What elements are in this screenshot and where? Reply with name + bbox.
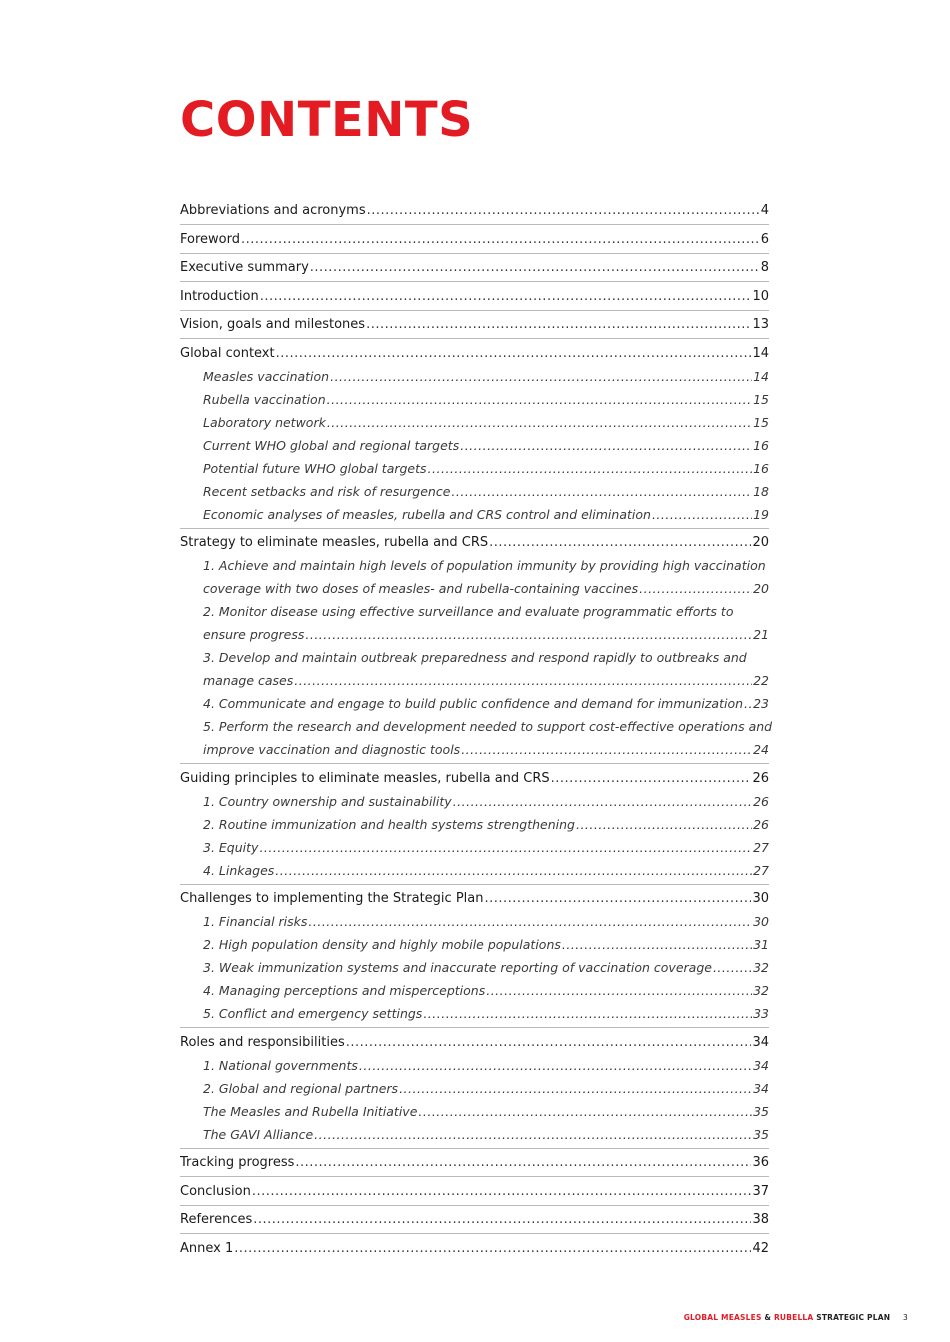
section-divider — [180, 763, 769, 764]
toc-page-number: 4 — [760, 203, 769, 218]
dot-leader — [562, 933, 752, 956]
dot-leader — [453, 790, 752, 813]
toc-subentry[interactable] — [180, 1123, 769, 1146]
section-divider — [180, 1148, 769, 1149]
toc-subentry[interactable] — [180, 956, 769, 979]
section-divider — [180, 338, 769, 339]
toc-page-number: 20 — [752, 535, 769, 550]
toc-section-entry[interactable] — [180, 285, 769, 308]
toc-page-number: 15 — [753, 414, 769, 430]
dot-leader — [484, 887, 751, 910]
dot-leader — [428, 457, 753, 480]
toc-subentry-label: 5. Conflict and emergency settings — [203, 1006, 423, 1021]
dot-leader — [418, 1100, 752, 1123]
toc-page-number: 19 — [753, 506, 769, 522]
toc-page-number: 13 — [752, 317, 769, 332]
toc-section-label: Tracking progress — [180, 1155, 295, 1170]
dot-leader — [399, 1077, 752, 1100]
toc-subentry-label: Rubella vaccination — [203, 391, 326, 407]
toc-page-number: 34 — [752, 1034, 769, 1050]
dot-leader — [259, 836, 752, 859]
toc-subentry-label: 1. National governments — [203, 1057, 358, 1073]
toc-section-label: Executive summary — [180, 260, 309, 275]
toc-page-number: 38 — [752, 1212, 769, 1227]
toc-subentry[interactable] — [180, 859, 769, 882]
section-divider — [180, 1176, 769, 1177]
toc-subentry[interactable] — [180, 503, 769, 526]
toc-section-entry[interactable] — [180, 1237, 769, 1260]
footer-title-plan: STRATEGIC PLAN — [816, 1313, 891, 1322]
toc-section-label: Guiding principles to eliminate measles, rubella and CRS — [180, 770, 550, 786]
dot-leader — [489, 531, 751, 554]
dot-leader — [451, 480, 752, 503]
toc-page-number: 22 — [753, 673, 769, 688]
toc-subentry-label: Economic analyses of measles, rubella and CRS control and elimination — [203, 506, 651, 522]
toc-section-label: References — [180, 1212, 253, 1227]
dot-leader — [327, 388, 752, 411]
toc-section-entry[interactable] — [180, 887, 769, 910]
toc-section-entry[interactable] — [180, 199, 769, 222]
toc-subentry-label: 3. Weak immunization systems and inaccurate reporting of vaccination coverage — [203, 960, 712, 975]
toc-page-number: 27 — [753, 839, 769, 855]
toc-section-entry[interactable] — [180, 256, 769, 279]
dot-leader — [639, 577, 752, 600]
toc-page-number: 6 — [760, 231, 769, 247]
toc-subentry[interactable] — [180, 623, 769, 646]
dot-leader — [576, 813, 752, 836]
toc-page-number: 36 — [752, 1155, 769, 1170]
toc-section-label: Foreword — [180, 231, 240, 247]
section-divider — [180, 884, 769, 885]
toc-page-number: 15 — [753, 391, 769, 407]
toc-subentry-label: ensure progress — [203, 627, 305, 642]
dot-leader — [423, 1002, 752, 1025]
toc-section-label: Challenges to implementing the Strategic Plan — [180, 891, 484, 906]
section-divider — [180, 528, 769, 529]
toc-subentry[interactable] — [180, 1054, 769, 1077]
toc-page-number: 30 — [753, 914, 769, 929]
section-divider — [180, 1205, 769, 1206]
toc-subentry[interactable] — [180, 411, 769, 434]
toc-section-label: Vision, goals and milestones — [180, 317, 366, 332]
toc-subentry[interactable] — [180, 669, 769, 692]
toc-page-number: 35 — [753, 1103, 769, 1119]
toc-subentry-label: coverage with two doses of measles- and rubella-containing vaccines — [203, 581, 639, 596]
toc-section-entry[interactable] — [180, 342, 769, 365]
dot-leader — [346, 1031, 752, 1054]
toc-subentry[interactable] — [180, 836, 769, 859]
toc-section-entry[interactable] — [180, 1031, 769, 1054]
toc-section-entry[interactable] — [180, 1151, 769, 1174]
toc-subentry-label: 2. Global and regional partners — [203, 1080, 399, 1096]
section-divider — [180, 310, 769, 311]
toc-subentry-label-line1[interactable]: 5. Perform the research and development needed to support cost-effective operations and — [203, 719, 773, 734]
toc-page-number: 34 — [753, 1080, 769, 1096]
toc-subentry-label: 4. Linkages — [203, 862, 275, 878]
toc-subentry[interactable] — [180, 1100, 769, 1123]
toc-section-label: Global context — [180, 345, 275, 361]
toc-subentry[interactable] — [180, 910, 769, 933]
toc-page-number: 32 — [753, 983, 769, 998]
dot-leader — [744, 692, 752, 715]
toc-page-number: 26 — [752, 770, 769, 786]
dot-leader — [241, 228, 760, 251]
toc-subentry-label-line1[interactable]: 1. Achieve and maintain high levels of population immunity by providing high vaccination — [203, 558, 766, 573]
toc-subentry[interactable] — [180, 979, 769, 1002]
toc-page-number: 34 — [753, 1057, 769, 1073]
toc-subentry-label-line1[interactable]: 2. Monitor disease using effective surveillance and evaluate programmatic efforts to — [203, 604, 734, 619]
toc-section-label: Annex 1 — [180, 1240, 234, 1256]
section-divider — [180, 1233, 769, 1234]
toc-subentry-label: 1. Financial risks — [203, 914, 308, 929]
dot-leader — [260, 285, 752, 308]
dot-leader — [652, 503, 752, 526]
toc-subentry[interactable] — [180, 457, 769, 480]
toc-section-label: Conclusion — [180, 1183, 251, 1199]
toc-page-number: 26 — [753, 793, 769, 809]
dot-leader — [367, 199, 760, 222]
toc-page-number: 21 — [753, 627, 769, 642]
toc-page-number: 24 — [753, 742, 769, 757]
toc-subentry-label: 2. Routine immunization and health systems strengthening — [203, 816, 575, 832]
footer-title-rubella: RUBELLA — [773, 1313, 814, 1322]
footer-ampersand: & — [764, 1313, 772, 1322]
toc-subentry-label: Current WHO global and regional targets — [203, 437, 460, 453]
dot-leader — [314, 1123, 752, 1146]
toc-subentry[interactable] — [180, 1077, 769, 1100]
toc-subentry[interactable] — [180, 813, 769, 836]
dot-leader — [359, 1054, 752, 1077]
toc-page-number: 30 — [752, 891, 769, 906]
toc-subentry[interactable] — [180, 1002, 769, 1025]
toc-subentry-label: Measles vaccination — [203, 368, 330, 384]
toc-section-entry[interactable] — [180, 767, 769, 790]
dot-leader — [551, 767, 752, 790]
toc-page-number: 26 — [753, 816, 769, 832]
toc-page-number: 16 — [753, 460, 769, 476]
dot-leader — [294, 669, 752, 692]
toc-subentry-label: 4. Communicate and engage to build public confidence and demand for immunization — [203, 696, 744, 711]
toc-page-number: 31 — [753, 937, 769, 952]
toc-page-number: 32 — [753, 960, 769, 975]
toc-subentry-label: manage cases — [203, 673, 294, 688]
toc-section-label: Roles and responsibilities — [180, 1034, 345, 1050]
toc-subentry[interactable] — [180, 692, 769, 715]
toc-section-label: Introduction — [180, 288, 259, 304]
page-footer — [684, 1313, 908, 1322]
dot-leader — [253, 1208, 751, 1231]
toc-subentry-label: 2. High population density and highly mobile populations — [203, 937, 561, 952]
toc-page-number: 20 — [753, 581, 769, 596]
table-of-contents — [180, 199, 773, 1260]
toc-subentry-label: The GAVI Alliance — [203, 1126, 314, 1142]
toc-subentry-label: The Measles and Rubella Initiative — [203, 1103, 418, 1119]
dot-leader — [366, 313, 751, 336]
footer-title-measles: GLOBAL MEASLES — [683, 1313, 762, 1322]
dot-leader — [713, 956, 752, 979]
toc-page-number: 35 — [753, 1126, 769, 1142]
toc-subentry[interactable] — [180, 388, 769, 411]
toc-subentry-label: 1. Country ownership and sustainability — [203, 793, 452, 809]
dot-leader — [234, 1237, 751, 1260]
toc-subentry[interactable] — [180, 480, 769, 503]
dot-leader — [308, 910, 752, 933]
toc-subentry-label: Potential future WHO global targets — [203, 460, 427, 476]
toc-section-entry[interactable] — [180, 1208, 769, 1231]
page-title: CONTENTS — [180, 92, 474, 148]
toc-subentry[interactable] — [180, 577, 769, 600]
toc-page-number: 8 — [760, 260, 769, 275]
dot-leader — [460, 434, 752, 457]
toc-subentry[interactable] — [180, 790, 769, 813]
toc-section-entry[interactable] — [180, 1180, 769, 1203]
toc-subentry[interactable] — [180, 434, 769, 457]
toc-subentry[interactable] — [180, 933, 769, 956]
toc-page-number: 16 — [753, 437, 769, 453]
dot-leader — [295, 1151, 751, 1174]
toc-page-number: 37 — [752, 1183, 769, 1199]
dot-leader — [276, 342, 752, 365]
toc-section-entry[interactable] — [180, 313, 769, 336]
toc-subentry-label: 3. Equity — [203, 839, 259, 855]
toc-subentry[interactable] — [180, 738, 769, 761]
section-divider — [180, 1027, 769, 1028]
dot-leader — [275, 859, 752, 882]
section-divider — [180, 281, 769, 282]
toc-subentry[interactable] — [180, 365, 769, 388]
toc-page-number: 33 — [753, 1006, 769, 1021]
toc-page-number: 23 — [753, 696, 769, 711]
toc-subentry-label: Recent setbacks and risk of resurgence — [203, 483, 451, 499]
toc-subentry-label: improve vaccination and diagnostic tools — [203, 742, 461, 757]
page-number: 3 — [903, 1313, 908, 1322]
dot-leader — [486, 979, 752, 1002]
toc-section-entry[interactable] — [180, 228, 769, 251]
toc-subentry-label: Laboratory network — [203, 414, 326, 430]
dot-leader — [330, 365, 752, 388]
toc-page-number: 10 — [752, 288, 769, 304]
toc-subentry-label: 4. Managing perceptions and misperceptions — [203, 983, 486, 998]
toc-page-number: 27 — [753, 862, 769, 878]
toc-subentry-label-line1[interactable]: 3. Develop and maintain outbreak preparedness and respond rapidly to outbreaks and — [203, 650, 747, 665]
section-divider — [180, 224, 769, 225]
dot-leader — [252, 1180, 752, 1203]
dot-leader — [327, 411, 752, 434]
toc-section-label: Strategy to eliminate measles, rubella and CRS — [180, 535, 489, 550]
section-divider — [180, 253, 769, 254]
dot-leader — [310, 256, 760, 279]
toc-page-number: 14 — [753, 368, 769, 384]
dot-leader — [461, 738, 752, 761]
toc-page-number: 14 — [752, 345, 769, 361]
toc-page-number: 18 — [753, 483, 769, 499]
toc-section-entry[interactable] — [180, 531, 769, 554]
toc-page-number: 42 — [752, 1240, 769, 1256]
dot-leader — [305, 623, 752, 646]
toc-section-label: Abbreviations and acronyms — [180, 203, 366, 218]
